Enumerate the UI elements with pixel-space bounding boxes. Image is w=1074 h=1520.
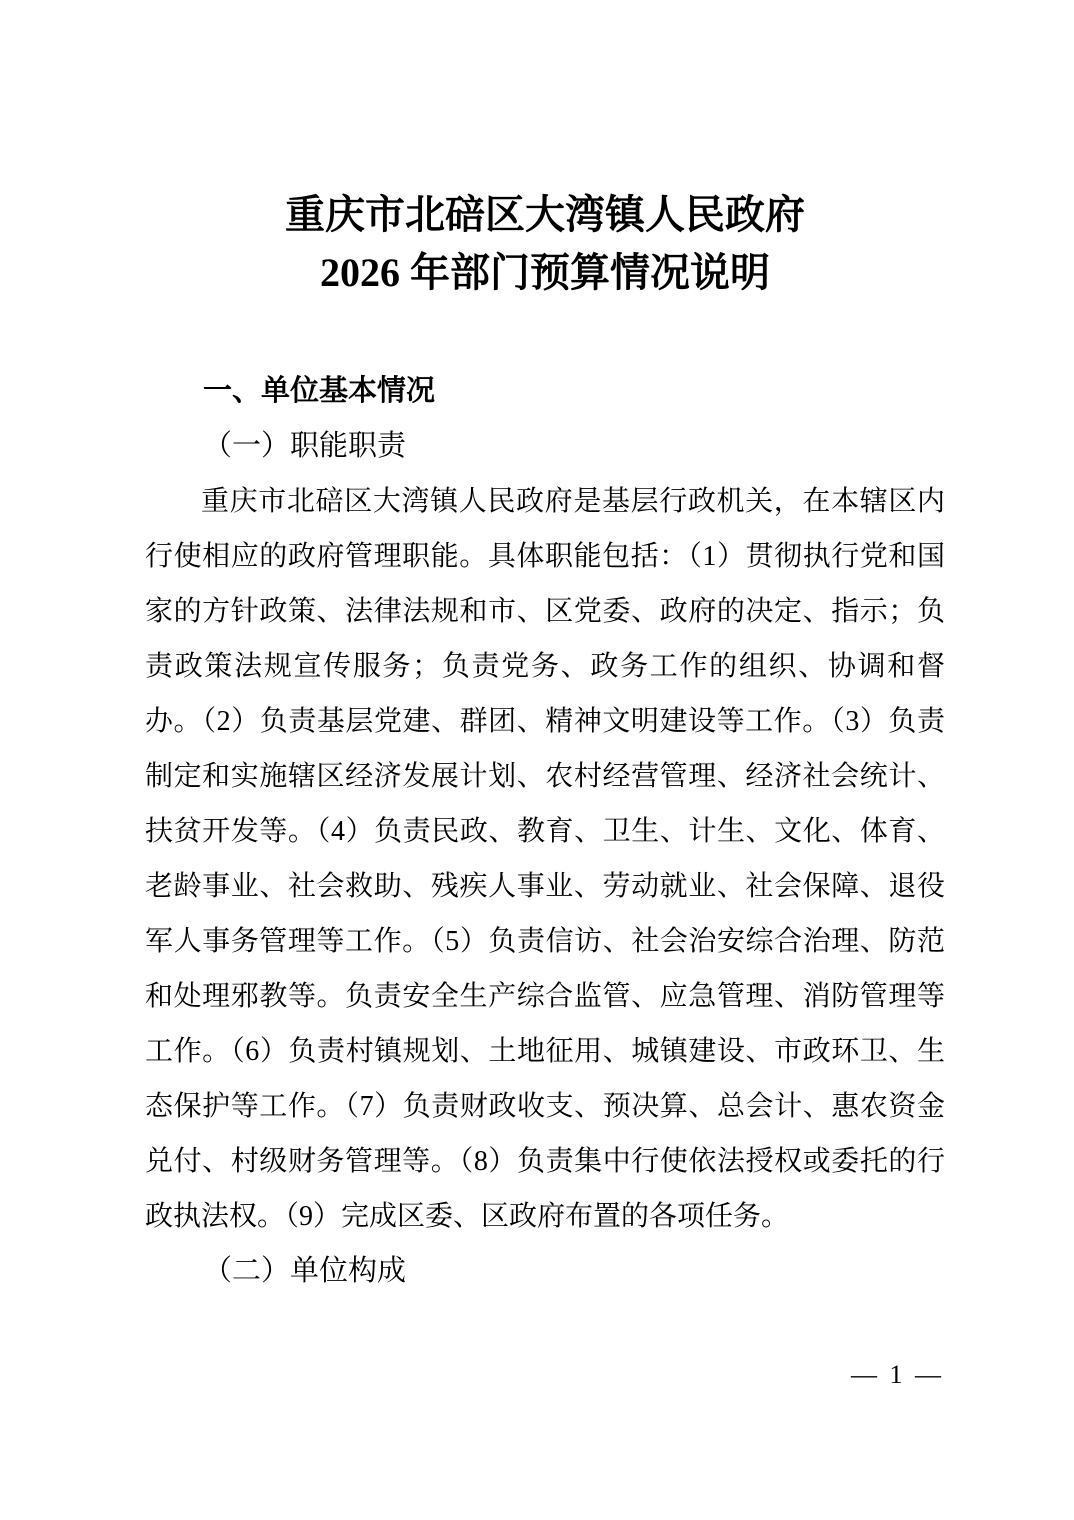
subsection-heading-unit-composition: （二）单位构成 (203, 1255, 407, 1287)
body-paragraph-functions: 重庆市北碚区大湾镇人民政府是基层行政机关，在本辖区内行使相应的政府管理职能。具体职能包括：（1）贯彻执行党和国家的方针政策、法律法规和市、区党委、政府的决定、指示；负责政策法规宣传服务；负责党务、政务工作的组织、协调和督办。（2）负责基层党建、群团、精神文明建设等工作。（3）负责制定和实施辖区经济发展计划、农村经营管理、经济社会统计、扶贫开发等。（4）负责民政、教育、卫生、计生、文化、体育、老龄事业、社会救助、残疾人事业、劳动就业、社会保障、退役军人事务管理等工作。（5）负责信访、社会治安综合治理、防范和处理邪教等。负责安全生产综合监管、应急管理、消防管理等工作。（6）负责村镇规划、土地征用、城镇建设、市政环卫、生态保护等工作。（7）负责财政收支、预决算、总会计、惠农资金兑付、村级财务管理等。（8）负责集中行使依法授权或委托的行政执法权。（9）完成区委、区政府布置的各项任务。 (145, 486, 945, 1232)
document-title-line-2: 2026 年部门预算情况说明 (320, 250, 770, 295)
document-title (145, 186, 945, 302)
page-number: — 1 — (851, 1360, 944, 1389)
section-heading-basic-information: 一、单位基本情况 (203, 375, 436, 407)
document-title-line-1: 重庆市北碚区大湾镇人民政府 (285, 192, 805, 237)
subsection-heading-functions-duties: （一）职能职责 (203, 430, 407, 462)
